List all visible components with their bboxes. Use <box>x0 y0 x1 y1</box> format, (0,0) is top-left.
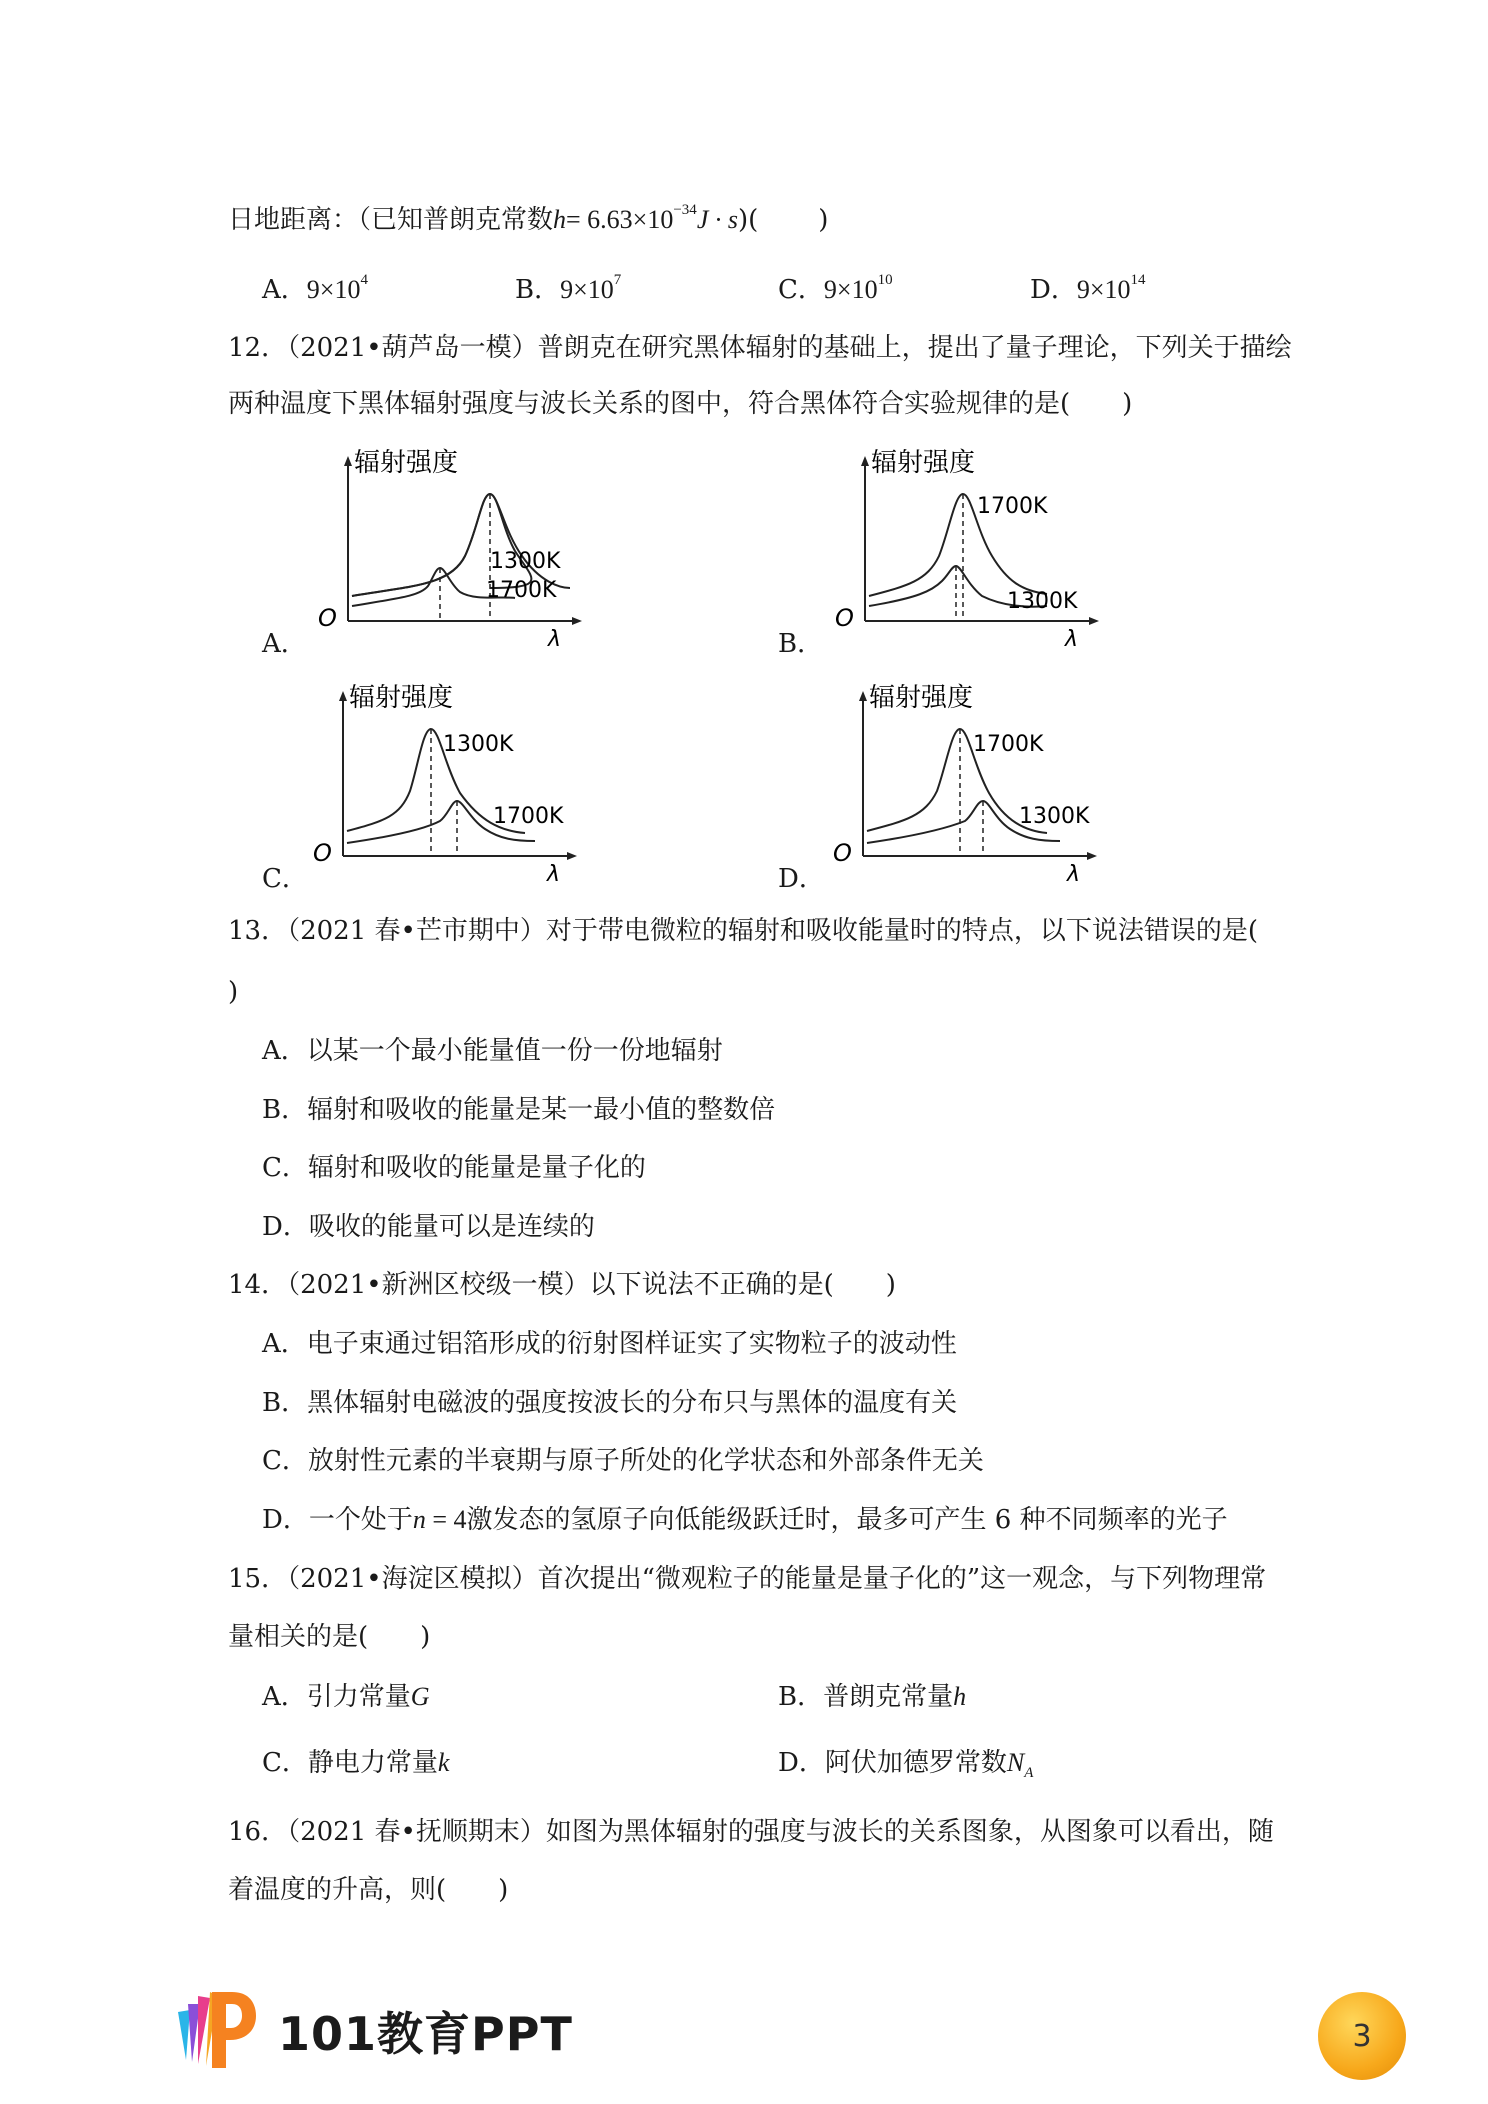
brand-name: 101教育PPT <box>278 2007 573 2061</box>
x-axis-label: λ <box>1065 627 1079 652</box>
x-axis-label: λ <box>1067 862 1081 887</box>
curve-label-upper: 1300K <box>490 549 561 574</box>
x-axis-arrow <box>572 617 582 625</box>
page-number-badge <box>1318 1992 1406 2080</box>
curve-label-lower: 1300K <box>1019 804 1090 829</box>
q15-option-a: A．引力常量G <box>262 1682 430 1712</box>
q14-option-a: A．电子束通过铝箔形成的衍射图样证实了实物粒子的波动性 <box>262 1329 957 1359</box>
y-axis-arrow <box>339 691 347 701</box>
q16-stem-line1: 16．（2021 春•抚顺期末）如图为黑体辐射的强度与波长的关系图象，从图象可以看出，随 <box>228 1817 1274 1847</box>
q15-option-d: D．阿伏加德罗常数$N_A$ <box>778 1748 1034 1782</box>
q13-option-c: C．辐射和吸收的能量是量子化的 <box>262 1153 646 1183</box>
q15-option-c: C．静电力常量k <box>262 1748 450 1778</box>
origin-label: O <box>318 604 337 632</box>
curve-label-upper: 1700K <box>977 494 1048 519</box>
q12-graph-a <box>300 446 620 656</box>
y-axis-arrow <box>859 691 867 701</box>
q13-stem-line1: 13．（2021 春•芒市期中）对于带电微粒的辐射和吸收能量时的特点，以下说法错误的是( <box>228 916 1258 946</box>
q14-stem: 14．（2021•新洲区校级一模）以下说法不正确的是( ) <box>228 1270 896 1300</box>
x-axis-label: λ <box>548 627 562 652</box>
q12-graph-d <box>815 681 1135 891</box>
brand-logo-icon <box>168 1982 260 2078</box>
y-axis-label: 辐射强度 <box>869 683 974 713</box>
q11-option-c: C．$9\times 10^{10}$ <box>778 272 893 305</box>
curve-label-lower: 1700K <box>486 578 557 603</box>
q14-option-d: D．一个处于n = 4激发态的氢原子向低能级跃迁时，最多可产生 6 种不同频率的光子 <box>262 1505 1228 1535</box>
q12-graph-c-letter: C． <box>262 864 308 894</box>
origin-label: O <box>833 839 852 867</box>
q15-stem-line1: 15．（2021•海淀区模拟）首次提出“微观粒子的能量是量子化的”这一观念，与下列物理常 <box>228 1564 1267 1594</box>
q15-option-b: B．普朗克常量h <box>778 1682 967 1712</box>
planck-value: = 6.63×10 <box>566 205 674 234</box>
q12-graph-a-letter: A． <box>262 629 307 659</box>
q13-stem-line2: ) <box>228 977 239 1007</box>
curve-label-upper: 1700K <box>973 732 1044 757</box>
x-axis-label: λ <box>547 862 561 887</box>
y-axis-arrow <box>861 456 869 466</box>
q13-option-a: A．以某一个最小能量值一份一份地辐射 <box>262 1036 723 1066</box>
q12-stem-line1: 12．（2021•葫芦岛一模）普朗克在研究黑体辐射的基础上，提出了量子理论，下列关于描绘 <box>228 333 1292 363</box>
planck-exponent: −34 <box>673 202 697 219</box>
q12-graph-b <box>817 446 1137 656</box>
x-axis-arrow <box>1087 852 1097 860</box>
q11-option-a: A．$9\times 10^4$ <box>262 272 368 305</box>
q11-stem-text: 日地距离：（已知普朗克常数 <box>228 205 554 235</box>
q12-graph-d-letter: D． <box>778 864 825 894</box>
origin-label: O <box>835 604 854 632</box>
x-axis-arrow <box>567 852 577 860</box>
x-axis-arrow <box>1089 617 1099 625</box>
origin-label: O <box>313 839 332 867</box>
planck-unit: J · s <box>696 205 738 234</box>
q11-option-d: D．$9\times 10^{14}$ <box>1030 272 1146 305</box>
q12-graph-b-letter: B． <box>778 629 824 659</box>
curve-label-lower: 1700K <box>493 804 564 829</box>
y-axis-label: 辐射强度 <box>349 683 454 713</box>
q11-blank-close: ) <box>818 205 829 235</box>
page-number: 3 <box>1352 2018 1372 2054</box>
q14-option-c: C．放射性元素的半衰期与原子所处的化学状态和外部条件无关 <box>262 1446 984 1476</box>
q15-stem-line2: 量相关的是( ) <box>228 1622 431 1652</box>
q14-option-b: B．黑体辐射电磁波的强度按波长的分布只与黑体的温度有关 <box>262 1388 958 1418</box>
y-axis-label: 辐射强度 <box>871 448 976 478</box>
q11-stem-end: )( <box>737 205 759 235</box>
q16-stem-line2: 着温度的升高，则( ) <box>228 1875 509 1905</box>
y-axis-arrow <box>344 456 352 466</box>
curve-label-lower: 1300K <box>1007 589 1078 614</box>
y-axis-label: 辐射强度 <box>354 448 459 478</box>
q11-stem <box>228 203 828 237</box>
q13-option-d: D．吸收的能量可以是连续的 <box>262 1212 595 1242</box>
planck-symbol: h <box>553 205 567 234</box>
q12-stem-line2: 两种温度下黑体辐射强度与波长关系的图中，符合黑体符合实验规律的是( ) <box>228 389 1133 419</box>
curve-label-upper: 1300K <box>443 732 514 757</box>
q12-graph-c <box>295 681 615 891</box>
q11-option-b: B．$9\times 10^7$ <box>515 272 622 305</box>
q13-option-b: B．辐射和吸收的能量是某一最小值的整数倍 <box>262 1095 776 1125</box>
